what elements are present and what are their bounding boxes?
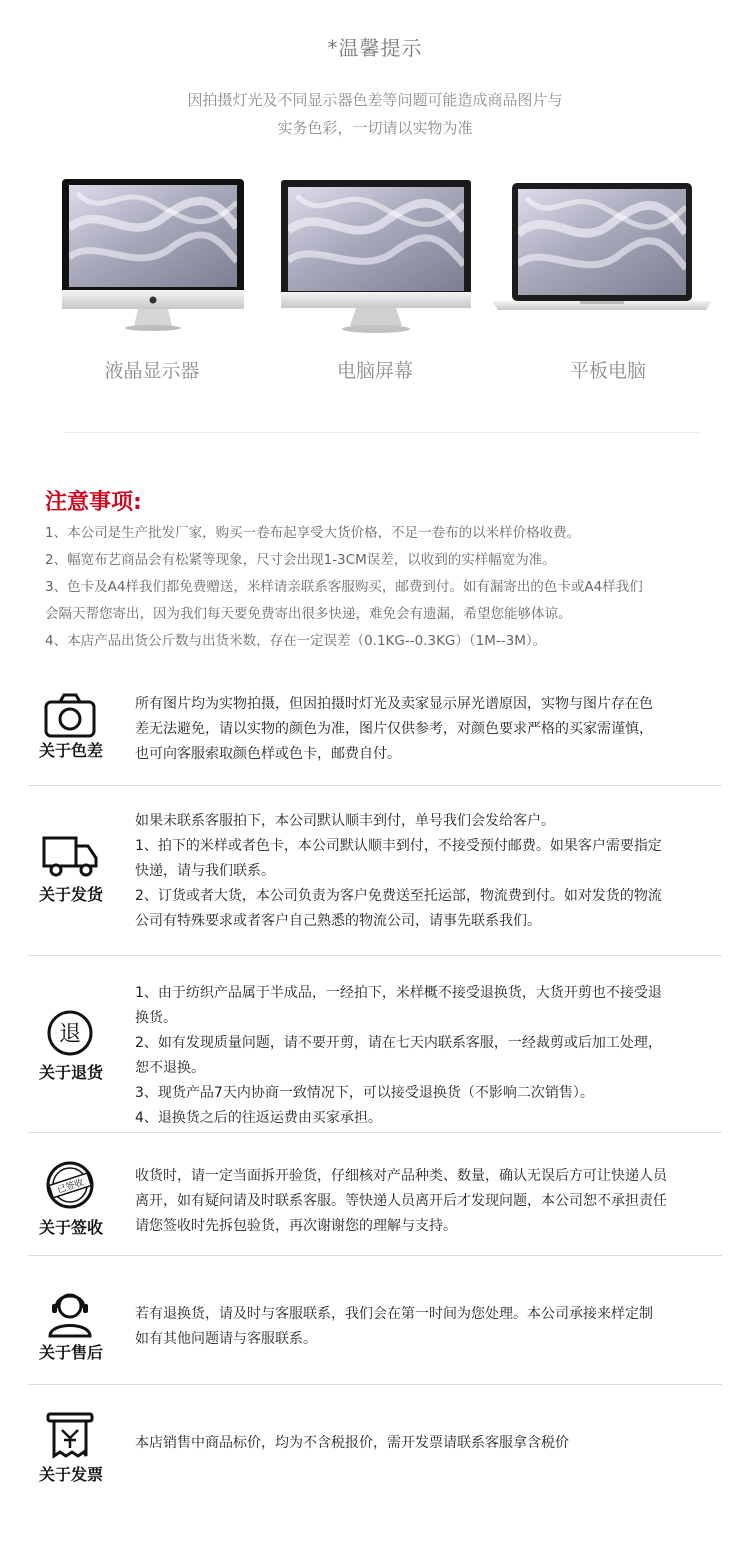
- notice-item: 3、色卡及A4样我们都免费赠送，米样请亲联系客服购买，邮费到付。如有漏寄出的色卡或A4样我们: [45, 579, 643, 595]
- section-text-return: 1、由于纺织产品属于半成品，一经拍下，米样概不接受退换货，大货开剪也不接受退 换货。 2、如有发现质量问题，请不要开剪，请在七天内联系客服，一经裁剪或后加工处理， 恕不退换。 3、现货产品7天内协商一致情况下，可以接受退换货（不影响二次销售）。 4、退换货之后的往返运费由买家承担。: [135, 985, 662, 1126]
- svg-text:退: 退: [58, 1022, 82, 1047]
- notice-item: 4、本店产品出货公斤数与出货米数，存在一定误差（0.1KG--0.3KG）（1M--3M）。: [45, 633, 547, 649]
- tip-title: *温馨提示: [327, 36, 423, 60]
- section-label-invoice: 关于发票: [38, 1465, 103, 1484]
- notice-item: 2、幅宽布艺商品会有松紧等现象，尺寸会出现1-3CM误差，以收到的实样幅宽为准。: [45, 552, 556, 568]
- customer-service-icon: [40, 1288, 100, 1338]
- section-separator: [28, 955, 722, 956]
- section-separator: [28, 1132, 722, 1133]
- notice-item: 会隔天帮您寄出，因为我们每天要免费寄出很多快递，难免会有遗漏，希望您能够体谅。: [45, 606, 572, 622]
- tip-line: 实务色彩，一切请以实物为准: [277, 119, 473, 137]
- section-separator: [28, 1255, 722, 1256]
- notice-item: 1、本公司是生产批发厂家，购买一卷布起享受大货价格，不足一卷布的以米样价格收费。: [45, 525, 581, 541]
- lcd-monitor-device: [62, 179, 244, 331]
- device-caption-screen: 电脑屏幕: [336, 360, 413, 382]
- section-text-color: 所有图片均为实物拍摄，但因拍摄时灯光及卖家显示屏光谱原因，实物与图片存在色 差无法避免，请以实物的颜色为准，图片仅供参考，对颜色要求严格的买家需谨慎， 也可向客服索取颜色样或色卡，邮费自付。: [135, 696, 653, 762]
- device-caption-lcd: 液晶显示器: [104, 360, 200, 382]
- truck-icon: [40, 830, 100, 880]
- section-text-receipt: 收货时，请一定当面拆开验货，仔细核对产品种类、数量，确认无误后方可让快递人员 离开，如有疑问请及时联系客服。等快递人员离开后才发现问题，本公司恕不承担责任 请您签收时先拆包验货，再次谢谢您的理解与支持。: [135, 1168, 667, 1234]
- notice-list: [45, 520, 715, 655]
- computer-screen-device: [281, 180, 471, 333]
- tablet-laptop-device: [492, 183, 712, 310]
- section-label-shipping: 关于发货: [38, 885, 103, 904]
- device-caption-tablet: 平板电脑: [569, 360, 646, 382]
- section-label-return: 关于退货: [38, 1063, 103, 1082]
- section-separator: [28, 1384, 722, 1385]
- notice-title: 注意事项:: [45, 490, 142, 515]
- invoice-icon: [40, 1410, 100, 1460]
- return-icon: [40, 1008, 100, 1058]
- divider: [64, 432, 700, 433]
- section-label-aftersale: 关于售后: [38, 1343, 103, 1362]
- apple-logo-icon: [150, 297, 157, 304]
- camera-icon: [40, 690, 100, 740]
- section-separator: [28, 785, 722, 786]
- section-text-shipping: 如果未联系客服拍下，本公司默认顺丰到付，单号我们会发给客户。 1、拍下的米样或者色卡，本公司默认顺丰到付，不接受预付邮费。如果客户需要指定 快递，请与我们联系。 2、订货或者大货，本公司负责为客户免费送至托运部，物流费到付。如对发货的物流 公司有特殊要求或者客户自己熟悉的物流公司，请事先联系我们。: [135, 813, 662, 929]
- tip-line: 因拍摄灯光及不同显示器色差等问题可能造成商品图片与: [187, 91, 563, 109]
- section-text-invoice: 本店销售中商品标价，均为不含税报价，需开发票请联系客服拿含税价: [135, 1435, 569, 1451]
- section-label-receipt: 关于签收: [38, 1218, 103, 1237]
- signed-stamp-icon: [40, 1160, 100, 1210]
- svg-text:已签收: 已签收: [56, 1177, 86, 1196]
- section-text-aftersale: 若有退换货，请及时与客服联系，我们会在第一时间为您处理。本公司承接来样定制 如有其他问题请与客服联系。: [135, 1306, 653, 1347]
- section-label-color: 关于色差: [38, 741, 103, 760]
- devices-illustration: [0, 0, 750, 340]
